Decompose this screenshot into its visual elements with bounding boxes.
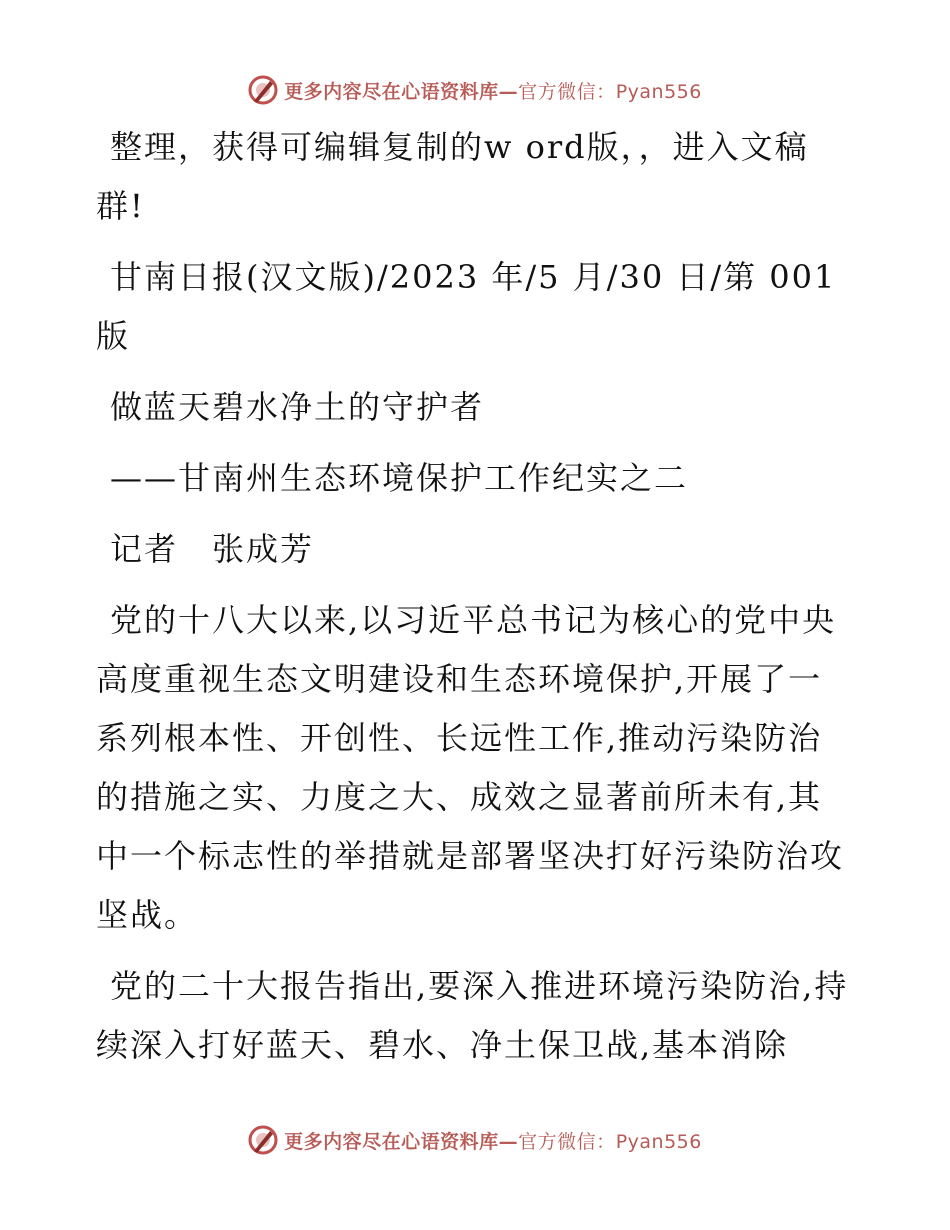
article-byline: 记者 张成芳 [110,530,315,568]
banner-text: 更多内容尽在心语资料库—官方微信：Pyan556 [284,1130,702,1153]
paragraph-body-1: 党的十八大以来,以习近平总书记为核心的党中央高度重视生态文明建设和生态环境保护,开展了一系列根本性、开创性、长远性工作,推动污染防治的措施之实、力度之大、成效之显著前所未有,其中一个标志性的举措就是部署坚决打好污染防治攻坚战。 [96,601,845,934]
footer-watermark-banner [0,1120,950,1160]
header-watermark-banner [0,70,950,110]
pen-logo-icon [248,1125,278,1155]
article-subtitle: ——甘南州生态环境保护工作纪实之二 [110,459,689,497]
pen-logo-icon [248,75,278,105]
banner-text: 更多内容尽在心语资料库—官方微信：Pyan556 [284,80,702,103]
paragraph-body-2: 党的二十大报告指出,要深入推进环境污染防治,持续深入打好蓝天、碧水、净土保卫战,基本消除 [96,967,849,1064]
document-body [96,118,852,1087]
paragraph-source-line: 甘南日报(汉文版)/2023 年/5 月/30 日/第 001 版 [96,258,849,355]
paragraph-intro-note: 整理，获得可编辑复制的w ord版，，进入文稿群! [96,128,809,225]
article-title: 做蓝天碧水净土的守护者 [110,388,485,426]
